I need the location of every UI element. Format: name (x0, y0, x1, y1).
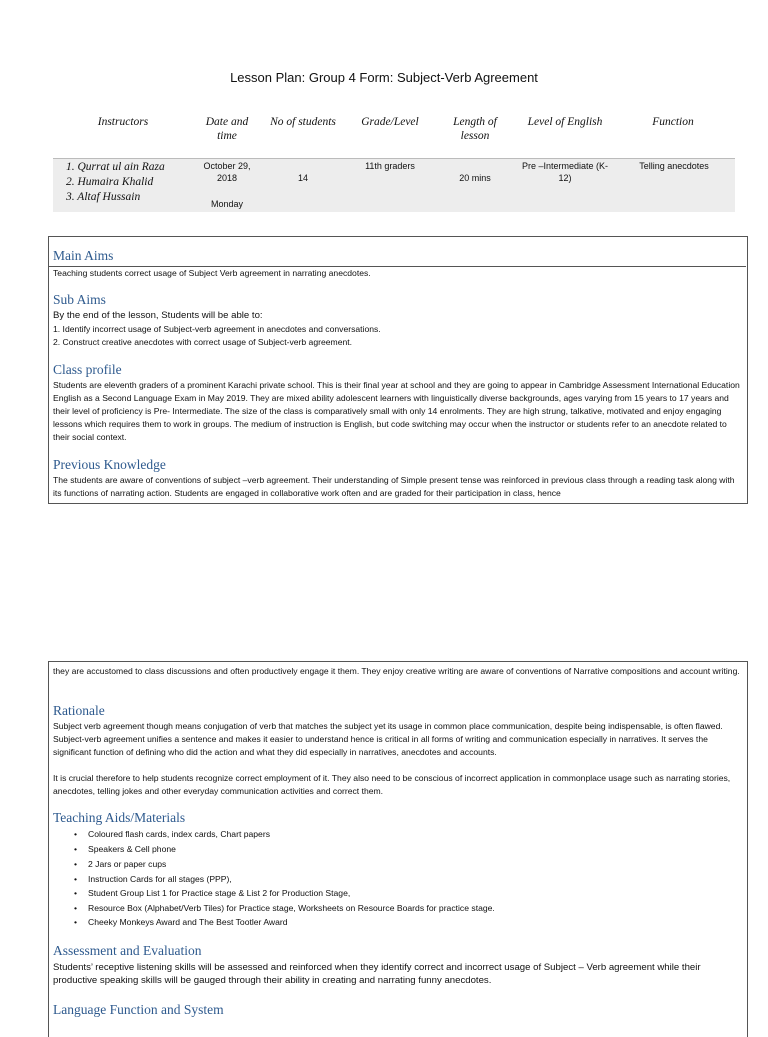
teaching-aid-item: • Coloured flash cards, index cards, Chart papers (88, 828, 270, 841)
sub-aim-1: 1. Identify incorrect usage of Subject-verb agreement in anecdotes and conversations. (53, 324, 381, 334)
previous-knowledge-text: The students are aware of conventions of subject –verb agreement. Their understanding of Simple present tense was reinforced in previous class through a reading task along with its functions of narrating action. Students are engaged in collaborative work often and are graded for their participation in class, hence (53, 475, 735, 498)
header-level: Level of English (527, 116, 603, 128)
header-date-time: Date and time (205, 116, 249, 142)
language-function-heading: Language Function and System (53, 1002, 224, 1017)
rationale-paragraph-1: Subject verb agreement though means conjugation of verb that matches the subject yet its usage in common place communication, despite being indispensable, is often flawed. Subject-verb agreement unifies a sentence and makes it easier to understand hence is critical in all forms of writing and communication especially in narratives. It serves the significant function of defining who did the action and what they did especially in narratives, anecdotes and accounts. (53, 721, 723, 757)
header-grade: Grade/Level (361, 116, 419, 128)
teaching-aid-item: • Instruction Cards for all stages (PPP), (88, 873, 232, 886)
class-profile-heading: Class profile (53, 362, 122, 377)
header-students: No of students (270, 116, 336, 128)
sub-aims-intro: By the end of the lesson, Students will be able to: (53, 310, 263, 321)
header-instructors: Instructors (97, 116, 149, 128)
assessment-text: Students’ receptive listening skills will be assessed and reinforced when they identify correct and incorrect usage of Subject – Verb agreement while their productive speaking skills will be gauged through their ability in creating and narrating funny anecdotes. (53, 962, 701, 986)
main-aims-heading: Main Aims (53, 248, 114, 263)
table-students: 14 (297, 173, 308, 183)
table-level: Pre –Intermediate (K-12) (521, 161, 609, 183)
header-function: Function (652, 116, 694, 128)
teaching-aid-item: • Student Group List 1 for Practice stage & List 2 for Production Stage, (88, 887, 350, 900)
table-day: Monday (210, 199, 244, 209)
teaching-aid-item: • 2 Jars or paper cups (88, 858, 166, 871)
sub-aim-2: 2. Construct creative anecdotes with correct usage of Subject-verb agreement. (53, 337, 353, 347)
teaching-aid-item: • Resource Box (Alphabet/Verb Tiles) for Practice stage, Worksheets on Resource Boards for practice stage. (88, 902, 495, 915)
previous-knowledge-continued: they are accustomed to class discussions and often productively engage it them. They enjoy creative writing are aware of conventions of Narrative compositions and account writing. (53, 666, 740, 676)
teaching-aid-item: • Cheeky Monkeys Award and The Best Tootler Award (88, 916, 288, 929)
main-aims-text: Teaching students correct usage of Subject Verb agreement in narrating anecdotes. (53, 268, 371, 278)
assessment-heading: Assessment and Evaluation (53, 943, 202, 958)
rationale-heading: Rationale (53, 703, 105, 718)
header-length: Length of lesson (453, 116, 497, 142)
class-profile-text: Students are eleventh graders of a prominent Karachi private school. This is their final year at school and they are going to appear in Cambridge Assessment International Education English as a Second Language Exam in May 2019. They are mixed ability adolescent learners with linguistically diverse backgrounds, ages varying from 15 years to 17 years and their level of proficiency is Pre- Intermediate. The size of the class is comparatively small with only 14 enrolments. They are high strung, talkative, motivated and enjoy engaging lessons which requires them to work in groups. The medium of instruction is English, but code switching may occur when the instructor or students refer to an anecdote related to their social context. (53, 380, 740, 442)
page-title: Lesson Plan: Group 4 Form: Subject-Verb Agreement (230, 70, 538, 85)
table-date: October 29, 2018 (203, 161, 251, 183)
table-length: 20 mins (459, 173, 491, 183)
sub-aims-heading: Sub Aims (53, 292, 106, 307)
instructor-3: 3. Altaf Hussain (66, 191, 141, 203)
previous-knowledge-heading: Previous Knowledge (53, 457, 166, 472)
table-function: Telling anecdotes (639, 161, 709, 171)
instructors-list (58, 160, 198, 205)
teaching-aid-item: • Speakers & Cell phone (88, 843, 176, 856)
teaching-aids-heading: Teaching Aids/Materials (53, 810, 186, 825)
instructor-2: 2. Humaira Khalid (66, 176, 154, 188)
rationale-paragraph-2: It is crucial therefore to help students recognize correct employment of it. They also need to be conscious of incorrect application in commonplace usage such as narrating stories, anecdotes, telling jokes and other everyday communication activities and correct them. (53, 773, 731, 796)
instructor-1: 1. Qurrat ul ain Raza (66, 161, 165, 173)
table-grade: 11th graders (365, 161, 415, 171)
